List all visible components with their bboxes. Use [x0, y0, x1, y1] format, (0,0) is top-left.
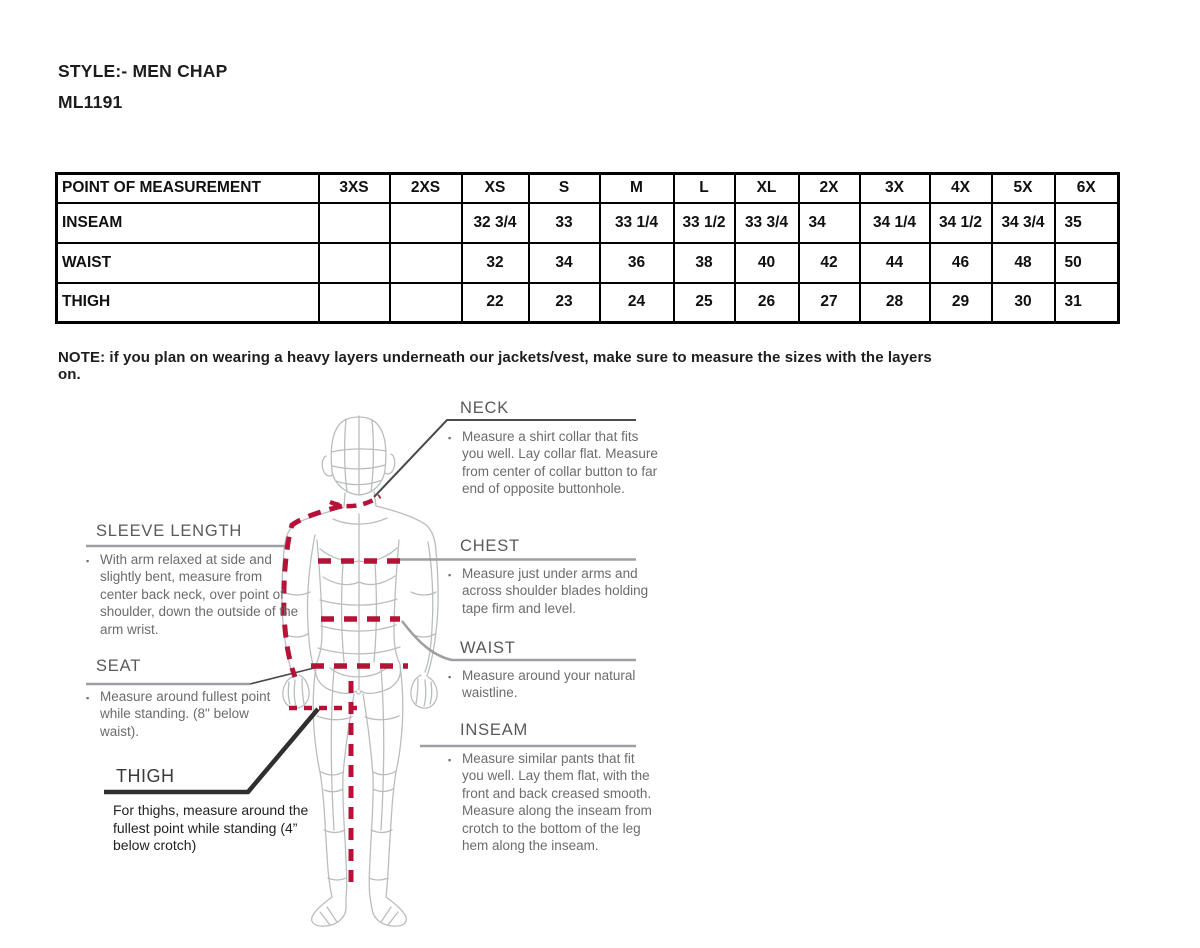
model-number: ML1191	[58, 92, 123, 112]
chest-instructions-text: Measure just under arms and across shoulder blades holding tape firm and level.	[462, 566, 649, 616]
column-header-3xs: 3XS	[319, 174, 390, 203]
cell-waist-2x: 42	[799, 243, 860, 283]
thigh-instructions-text: For thighs, measure around the fullest point while standing (4” below crotch)	[113, 802, 309, 854]
cell-thigh-xs: 22	[462, 283, 529, 323]
row-label-thigh: THIGH	[57, 283, 319, 323]
chest-instructions	[448, 565, 654, 617]
neck-instructions-text: Measure a shirt collar that fits you well. Lay collar flat. Measure from center of collar button to far end of opposite buttonhole.	[462, 429, 658, 497]
column-header-3x: 3X	[860, 174, 930, 203]
cell-waist-5x: 48	[992, 243, 1055, 283]
waist-section-title: WAIST	[460, 639, 516, 657]
waist-instructions-text: Measure around your natural waistline.	[462, 668, 636, 701]
bullet-icon: ▪	[86, 693, 90, 703]
cell-waist-xs: 32	[462, 243, 529, 283]
cell-thigh-l: 25	[674, 283, 735, 323]
column-header-m: M	[600, 174, 674, 203]
bullet-icon: ▪	[86, 556, 90, 566]
column-header-xl: XL	[735, 174, 799, 203]
neck-instructions	[448, 428, 658, 498]
column-header-2xs: 2XS	[390, 174, 462, 203]
cell-waist-m: 36	[600, 243, 674, 283]
column-header-2x: 2X	[799, 174, 860, 203]
bullet-icon: ▪	[448, 433, 452, 443]
column-header-4x: 4X	[930, 174, 992, 203]
cell-thigh-m: 24	[600, 283, 674, 323]
inseam-instructions-text: Measure similar pants that fit you well. Lay them flat, with the front and back creased smooth. Measure along the inseam from crotch to the bottom of the leg hem along the inseam.	[462, 751, 652, 854]
row-label-inseam: INSEAM	[57, 203, 319, 243]
column-header-5x: 5X	[992, 174, 1055, 203]
cell-waist-xl: 40	[735, 243, 799, 283]
cell-thigh-4x: 29	[930, 283, 992, 323]
cell-inseam-xs: 32 3/4	[462, 203, 529, 243]
cell-inseam-xl: 33 3/4	[735, 203, 799, 243]
cell-inseam-m: 33 1/4	[600, 203, 674, 243]
cell-thigh-6x: 31	[1055, 283, 1119, 323]
cell-inseam-2x: 34	[799, 203, 860, 243]
cell-inseam-s: 33	[529, 203, 600, 243]
cell-waist-l: 38	[674, 243, 735, 283]
cell-thigh-2x: 27	[799, 283, 860, 323]
cell-thigh-3x: 28	[860, 283, 930, 323]
neck-section-title: NECK	[460, 399, 510, 417]
column-header-point-of-measurement: POINT OF MEASUREMENT	[57, 174, 319, 203]
waist-instructions	[448, 667, 642, 702]
note-text: NOTE: if you plan on wearing a heavy layers underneath our jackets/vest, make sure to measure the sizes with the layers on.	[58, 349, 932, 383]
seat-section-title: SEAT	[96, 657, 142, 675]
seat-leader-line	[250, 668, 314, 684]
chest-section-title: CHEST	[460, 537, 520, 555]
cell-waist-s: 34	[529, 243, 600, 283]
cell-waist-4x: 46	[930, 243, 992, 283]
cell-thigh-xl: 26	[735, 283, 799, 323]
cell-inseam-5x: 34 3/4	[992, 203, 1055, 243]
sleeve-length-instructions	[86, 551, 302, 638]
row-label-waist: WAIST	[57, 243, 319, 283]
column-header-l: L	[674, 174, 735, 203]
bullet-icon: ▪	[448, 755, 452, 765]
inseam-instructions	[448, 750, 658, 854]
column-header-s: S	[529, 174, 600, 203]
cell-inseam-4x: 34 1/2	[930, 203, 992, 243]
seat-instructions-text: Measure around fullest point while standing. (8" below waist).	[100, 689, 271, 739]
column-header-6x: 6X	[1055, 174, 1119, 203]
thigh-instructions	[113, 802, 313, 855]
column-header-xs: XS	[462, 174, 529, 203]
cell-inseam-6x: 35	[1055, 203, 1119, 243]
style-title: STYLE:- MEN CHAP	[58, 61, 228, 81]
cell-inseam-3x: 34 1/4	[860, 203, 930, 243]
thigh-section-title: THIGH	[116, 766, 175, 786]
bullet-icon: ▪	[448, 570, 452, 580]
cell-waist-6x: 50	[1055, 243, 1119, 283]
seat-instructions	[86, 688, 275, 740]
cell-thigh-5x: 30	[992, 283, 1055, 323]
sleeve-length-section-title: SLEEVE LENGTH	[96, 522, 243, 540]
cell-inseam-l: 33 1/2	[674, 203, 735, 243]
cell-waist-3x: 44	[860, 243, 930, 283]
bullet-icon: ▪	[448, 672, 452, 682]
sleeve-length-instructions-text: With arm relaxed at side and slightly bent, measure from center back neck, over point of shoulder, down the outside of the arm wrist.	[100, 552, 299, 637]
inseam-section-title: INSEAM	[460, 721, 529, 739]
cell-thigh-s: 23	[529, 283, 600, 323]
